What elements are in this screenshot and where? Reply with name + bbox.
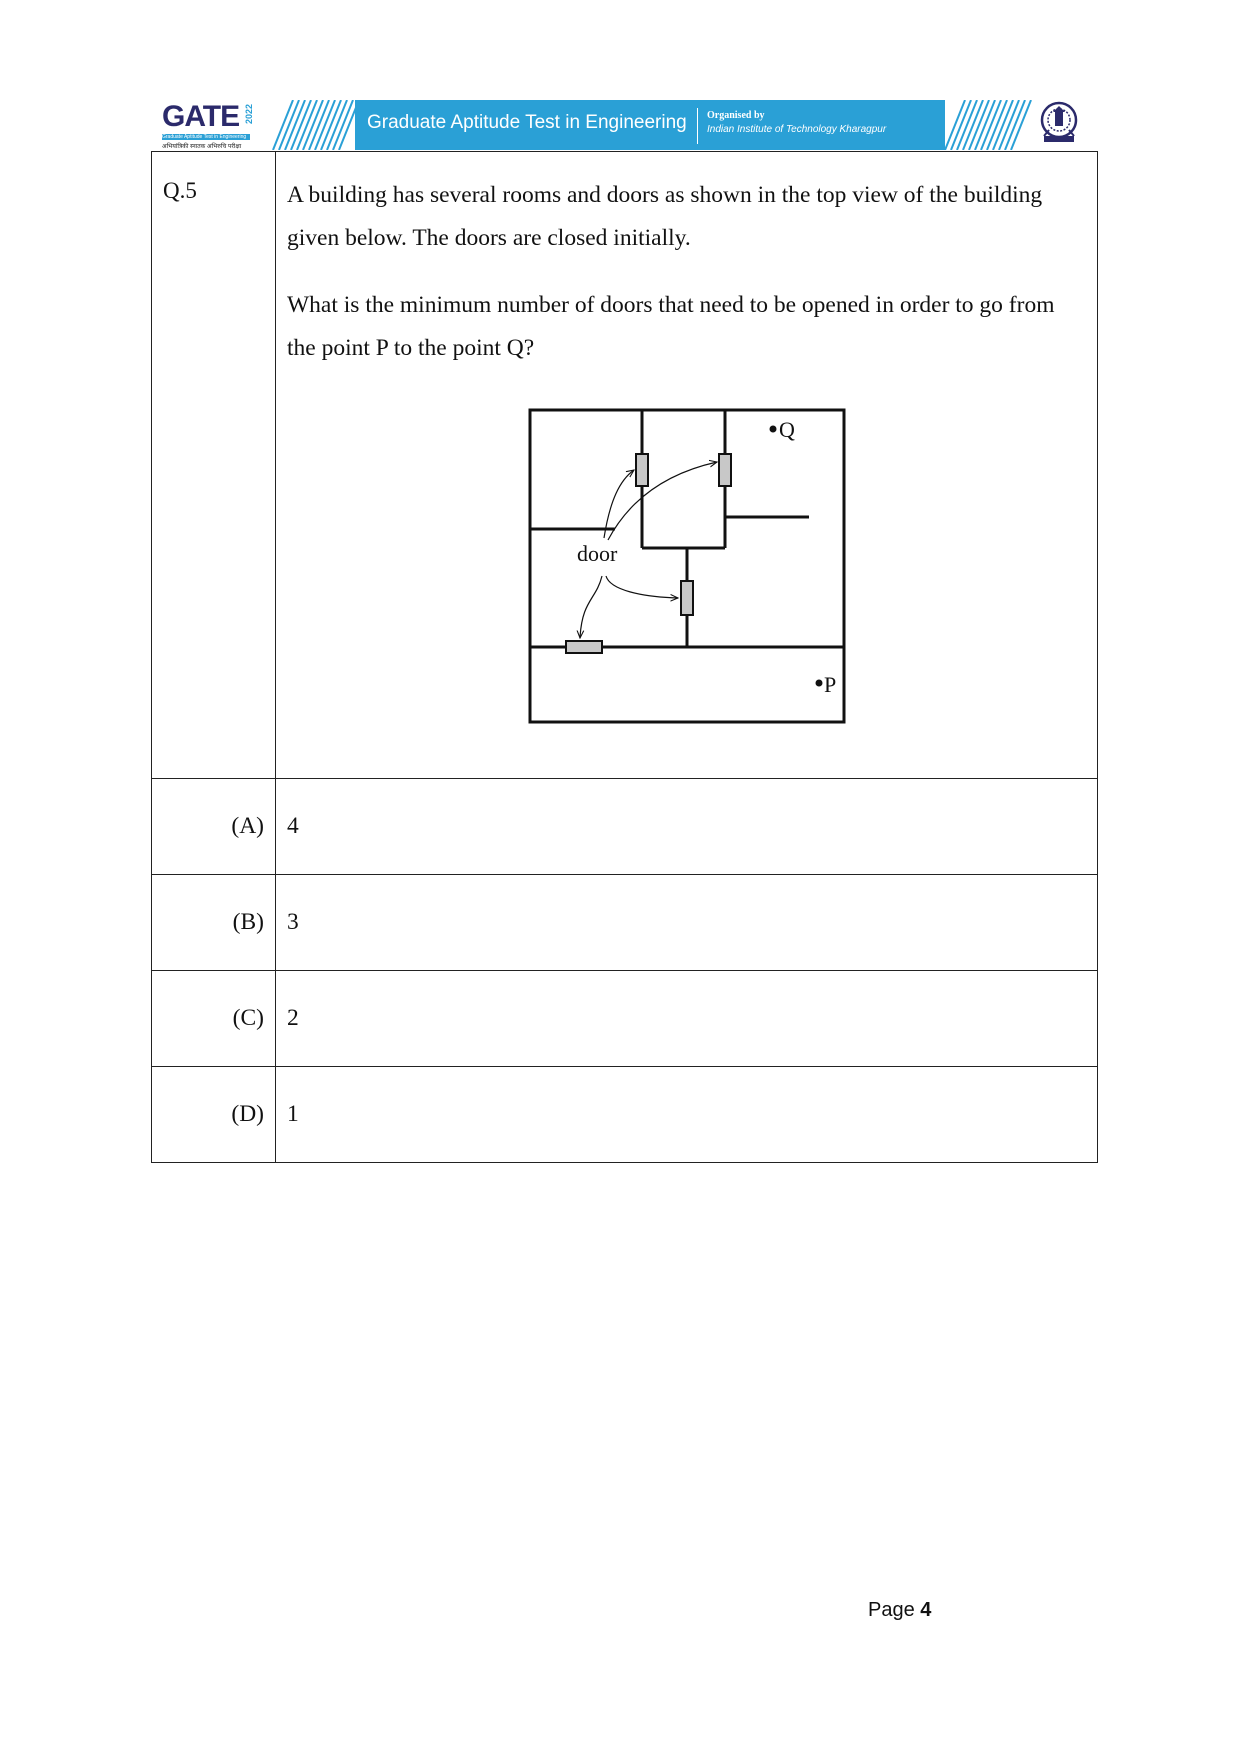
iit-emblem-icon (1038, 100, 1080, 146)
option-row-b (152, 875, 1098, 971)
option-row-d (152, 1067, 1098, 1163)
question-row (152, 152, 1098, 779)
page-header (160, 96, 1080, 152)
question-text: A building has several rooms and doors as shown in the top view of the building given below. The doors are closed initially. (287, 182, 1043, 251)
option-label: (B) (152, 875, 276, 971)
option-value: 2 (276, 971, 1098, 1067)
banner-title: Graduate Aptitude Test in Engineering (367, 112, 687, 133)
door-pointer-4 (580, 576, 602, 638)
door-1 (636, 454, 648, 486)
building-floor-plan (522, 400, 852, 730)
page-label: Page (868, 1599, 915, 1621)
question-body (276, 152, 1098, 779)
door-4 (566, 641, 602, 653)
option-label: (C) (152, 971, 276, 1067)
page-number (868, 1599, 931, 1622)
point-q-marker (770, 426, 777, 433)
question-table (151, 151, 1098, 1163)
option-row-c (152, 971, 1098, 1067)
option-value: 4 (276, 779, 1098, 875)
gate-logo-year: 2022 (244, 104, 254, 125)
gate-logo-hindi: अभियांत्रिकी स्नातक अभिरुचि परीक्षा (162, 144, 242, 150)
door-2 (719, 454, 731, 486)
organised-by-label: Organised by (707, 110, 765, 121)
organiser-name: Indian Institute of Technology Kharagpur (707, 124, 887, 135)
gate-logo-text: GATE (162, 100, 240, 133)
point-p-label: P (824, 672, 837, 697)
door-3 (681, 581, 693, 615)
option-value: 1 (276, 1067, 1098, 1163)
figure-container (287, 370, 1087, 778)
door-pointer-2 (608, 462, 717, 540)
door-pointer-3 (606, 576, 678, 598)
option-row-a (152, 779, 1098, 875)
door-label: door (577, 541, 618, 566)
header-banner (265, 100, 1035, 150)
option-value: 3 (276, 875, 1098, 971)
point-q-label: Q (779, 417, 795, 442)
option-label: (D) (152, 1067, 276, 1163)
gate-logo (160, 102, 252, 150)
page-number-value: 4 (920, 1599, 932, 1621)
point-p-marker (816, 680, 823, 687)
gate-logo-subtitle: Graduate Aptitude Test in Engineering (162, 134, 250, 140)
question-number: Q.5 (152, 152, 276, 779)
banner-separator (697, 108, 698, 144)
option-label: (A) (152, 779, 276, 875)
question-prompt: What is the minimum number of doors that need to be opened in order to go from the point P to the point Q? (287, 292, 1055, 361)
